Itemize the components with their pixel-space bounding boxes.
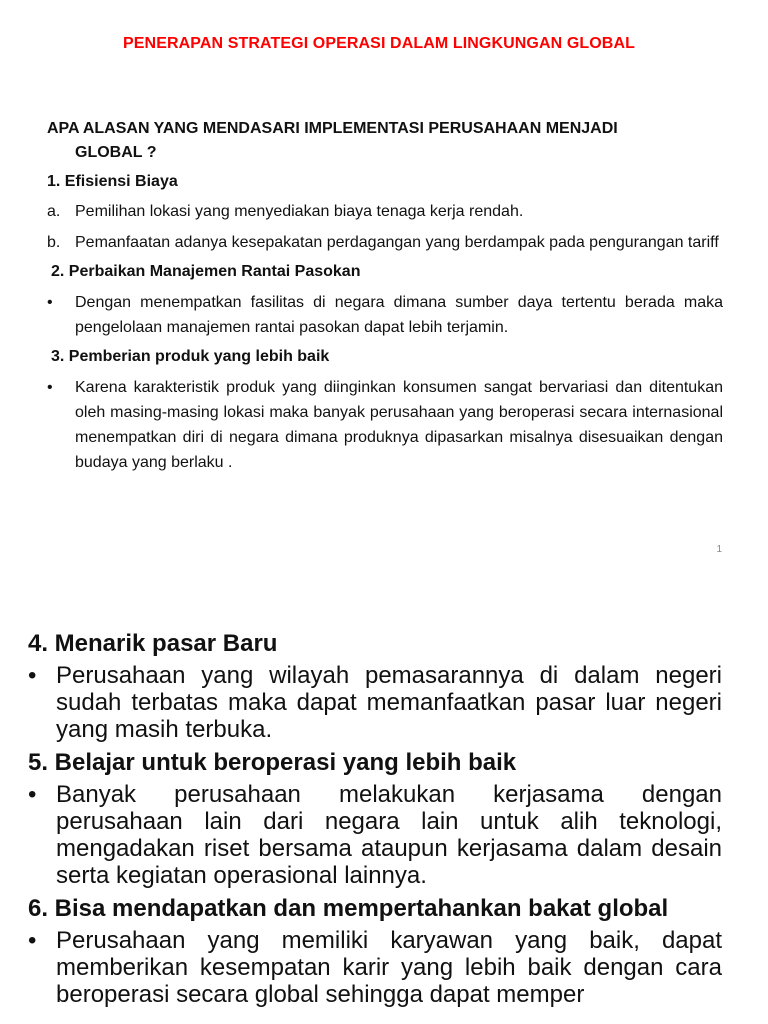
list-item: [28, 927, 722, 1008]
bullet-marker: •: [47, 294, 53, 311]
list-item-text: Dengan menempatkan fasilitas di negara dimana sumber daya tertentu berada maka pengelolaan manajemen rantai pasokan dapat lebih terjamin.: [75, 294, 723, 336]
section-heading-pasar-baru: 4. Menarik pasar Baru: [28, 630, 278, 657]
list-item-text: Banyak perusahaan melakukan kerjasama dengan perusahaan lain dari negara lain untuk alih teknologi, mengadakan riset bersama ataupun kerjasama dalam desain serta kegiatan operasional lainnya.: [56, 781, 722, 889]
list-item: [47, 199, 723, 224]
slide-1-body: [47, 171, 723, 475]
question-heading: [47, 117, 727, 165]
bullet-marker: •: [28, 927, 37, 954]
list-item-text: Pemanfaatan adanya kesepakatan perdagangan yang berdampak pada pengurangan tariff: [75, 234, 719, 251]
list-item-text: Karena karakteristik produk yang diinginkan konsumen sangat bervariasi dan ditentukan oleh masing-masing lokasi maka banyak perusahaan yang beroperasi secara internasional menempatkan diri di negara dimana produknya dipasarkan misalnya disesuaikan dengan budaya yang berlaku .: [75, 379, 723, 471]
list-item: [47, 290, 723, 340]
bullet-marker: •: [28, 662, 37, 689]
slide-2-body: [28, 628, 722, 1008]
bullet-marker: •: [47, 379, 53, 396]
list-item-text: Perusahaan yang wilayah pemasarannya di dalam negeri sudah terbatas maka dapat memanfaatkan pasar luar negeri yang masih terbuka.: [56, 662, 722, 743]
section-heading-belajar-beroperasi: 5. Belajar untuk beroperasi yang lebih baik: [28, 749, 517, 776]
slide-2: [0, 620, 768, 1024]
section-heading-rantai-pasokan: 2. Perbaikan Manajemen Rantai Pasokan: [51, 263, 361, 280]
list-item: [47, 230, 723, 255]
list-marker: b.: [47, 234, 61, 251]
list-item: [47, 375, 723, 475]
list-item: [28, 781, 722, 889]
list-item-text: Pemilihan lokasi yang menyediakan biaya tenaga kerja rendah.: [75, 203, 524, 220]
section-heading-produk-lebih-baik: 3. Pemberian produk yang lebih baik: [51, 348, 330, 365]
list-marker: a.: [47, 203, 61, 220]
slide-title: PENERAPAN STRATEGI OPERASI DALAM LINGKUNGAN GLOBAL: [123, 35, 635, 52]
bullet-marker: •: [28, 781, 37, 808]
section-heading-efisiensi-biaya: 1. Efisiensi Biaya: [47, 173, 178, 190]
page-number: 1: [716, 544, 722, 555]
question-line-1: APA ALASAN YANG MENDASARI IMPLEMENTASI PERUSAHAAN MENJADI: [47, 120, 618, 137]
question-line-2: GLOBAL ?: [75, 144, 157, 161]
list-item-text: Perusahaan yang memiliki karyawan yang baik, dapat memberikan kesempatan karir yang lebih baik dengan cara beroperasi secara global sehingga dapat memper: [56, 927, 722, 1008]
section-heading-bakat-global: 6. Bisa mendapatkan dan mempertahankan bakat global: [28, 895, 669, 922]
list-item: [28, 662, 722, 743]
